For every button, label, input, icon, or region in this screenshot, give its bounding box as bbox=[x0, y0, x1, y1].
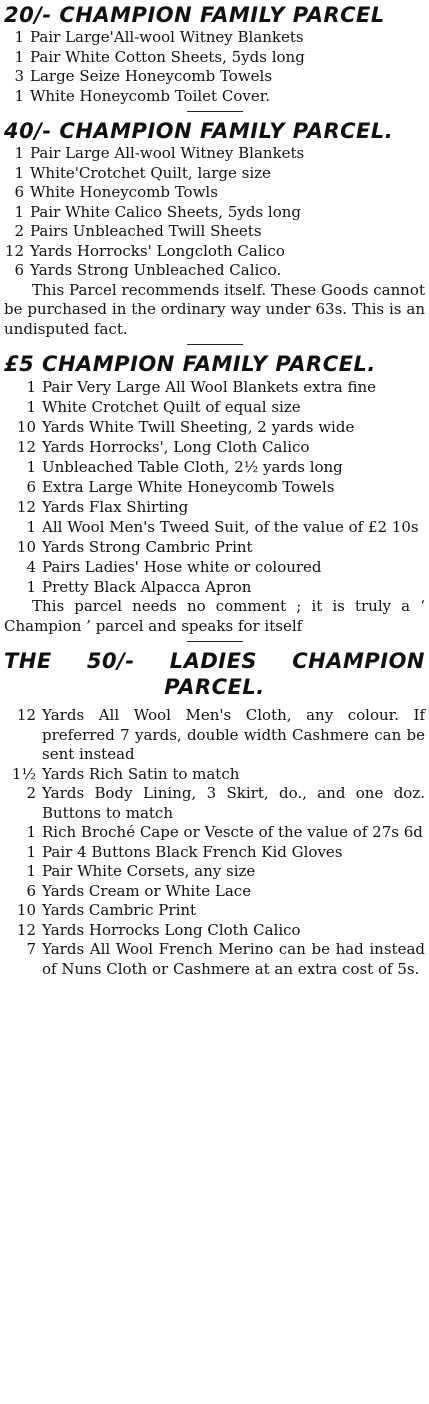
item-qty: 4 bbox=[26, 558, 36, 576]
item-qty: 1 bbox=[14, 28, 24, 46]
item-text: Yards Strong Unbleached Calico. bbox=[30, 261, 282, 279]
parcel-heading: £5 CHAMPION FAMILY PARCEL. bbox=[4, 352, 376, 376]
section-divider bbox=[187, 111, 243, 112]
list-item bbox=[4, 261, 425, 281]
list-item bbox=[4, 862, 425, 882]
parcel-20s bbox=[4, 2, 425, 106]
item-text: Yards Cream or White Lace bbox=[42, 881, 252, 900]
list-item bbox=[4, 517, 425, 537]
parcel-heading-line2: PARCEL. bbox=[164, 675, 265, 699]
item-text: Yards Horrocks' Longcloth Calico bbox=[30, 241, 285, 260]
parcel-heading: 40/- CHAMPION FAMILY PARCEL. bbox=[4, 119, 394, 143]
item-text: Yards Horrocks', Long Cloth Calico bbox=[42, 438, 310, 456]
list-item bbox=[4, 577, 425, 597]
list-item bbox=[4, 843, 425, 863]
item-text: Yards Body Lining, 3 Skirt, do., and one doz. Buttons to match bbox=[42, 784, 425, 822]
item-qty: 10 bbox=[16, 418, 36, 436]
list-item bbox=[4, 67, 425, 87]
list-item bbox=[4, 784, 425, 823]
item-qty: 6 bbox=[14, 261, 24, 279]
item-text: Pair White Cotton Sheets, 5yds long bbox=[30, 47, 305, 66]
list-item bbox=[4, 242, 425, 262]
list-item bbox=[4, 87, 425, 107]
item-qty: 12 bbox=[16, 498, 36, 516]
item-text: White Honeycomb Toilet Cover. bbox=[30, 86, 270, 105]
list-item bbox=[4, 222, 425, 242]
list-item bbox=[4, 477, 425, 497]
item-text: Yards Cambric Print bbox=[42, 901, 197, 919]
item-text: Yards All Wool French Merino can be had instead of Nuns Cloth or Cashmere at an extra cost of 5s. bbox=[42, 940, 425, 978]
item-text: Pair Very Large All Wool Blankets extra fine bbox=[42, 378, 377, 396]
list-item bbox=[4, 144, 425, 164]
item-text: Rich Broché Cape or Vescte of the value of 27s 6d bbox=[42, 823, 423, 841]
item-qty: 3 bbox=[14, 67, 24, 85]
list-item bbox=[4, 183, 425, 203]
item-qty: 1 bbox=[26, 842, 36, 861]
list-item bbox=[4, 940, 425, 979]
item-text: Yards Flax Shirting bbox=[42, 498, 189, 516]
list-item bbox=[4, 164, 425, 184]
item-text: White'Crotchet Quilt, large size bbox=[30, 163, 271, 182]
list-item bbox=[4, 765, 425, 785]
item-text: Extra Large White Honeycomb Towels bbox=[42, 478, 335, 496]
item-text: Yards Rich Satin to match bbox=[42, 764, 240, 783]
item-qty: 1 bbox=[14, 86, 24, 105]
item-qty: 1 bbox=[14, 47, 24, 66]
item-qty: 2 bbox=[26, 784, 36, 802]
list-item bbox=[4, 537, 425, 557]
list-item bbox=[4, 397, 425, 417]
item-qty: 6 bbox=[26, 881, 36, 900]
section-divider bbox=[187, 344, 243, 345]
item-text: All Wool Men's Tweed Suit, of the value of £2 10s bbox=[42, 518, 419, 536]
item-text: Pair White Corsets, any size bbox=[42, 862, 256, 880]
item-qty: 6 bbox=[26, 478, 36, 496]
item-qty: 10 bbox=[16, 538, 36, 556]
item-text: Unbleached Table Cloth, 2½ yards long bbox=[42, 458, 343, 476]
item-qty: 12 bbox=[16, 920, 36, 939]
parcel-5-pounds bbox=[4, 351, 425, 636]
item-text: Yards Horrocks Long Cloth Calico bbox=[42, 920, 301, 939]
list-item bbox=[4, 437, 425, 457]
item-qty: 2 bbox=[14, 222, 24, 240]
item-text: White Honeycomb Towls bbox=[30, 183, 218, 201]
section-divider bbox=[187, 641, 243, 642]
list-item bbox=[4, 457, 425, 477]
list-item bbox=[4, 28, 425, 48]
list-item bbox=[4, 417, 425, 437]
item-text: Yards Strong Cambric Print bbox=[42, 538, 253, 556]
parcel-note: This parcel needs no comment ; it is truly a ‘ Champion ’ parcel and speaks for itself bbox=[4, 597, 425, 635]
item-qty: 6 bbox=[14, 183, 24, 201]
item-qty: 1½ bbox=[11, 764, 36, 783]
list-item bbox=[4, 823, 425, 843]
item-text: Pair White Calico Sheets, 5yds long bbox=[30, 202, 301, 221]
item-text: Pretty Black Alpacca Apron bbox=[42, 578, 252, 596]
item-text: Yards All Wool Men's Cloth, any colour. If preferred 7 yards, double width Cashmere can be sent instead bbox=[42, 706, 425, 763]
item-text: Pair 4 Buttons Black French Kid Gloves bbox=[42, 842, 343, 861]
list-item bbox=[4, 497, 425, 517]
parcel-heading: THE 50/- LADIES CHAMPION bbox=[4, 649, 425, 673]
parcel-50s-ladies bbox=[4, 648, 425, 979]
item-qty: 1 bbox=[26, 458, 36, 476]
item-qty: 7 bbox=[26, 940, 36, 958]
list-item bbox=[4, 706, 425, 765]
list-item bbox=[4, 557, 425, 577]
item-text: Pairs Ladies' Hose white or coloured bbox=[42, 558, 322, 576]
item-text: Pair Large All-wool Witney Blankets bbox=[30, 144, 305, 162]
list-item bbox=[4, 882, 425, 902]
item-text: Pairs Unbleached Twill Sheets bbox=[30, 222, 262, 240]
item-qty: 1 bbox=[26, 378, 36, 396]
item-qty: 12 bbox=[16, 706, 36, 724]
item-text: Pair Large'All-wool Witney Blankets bbox=[30, 28, 304, 46]
item-qty: 12 bbox=[4, 241, 24, 260]
item-qty: 1 bbox=[14, 163, 24, 182]
item-qty: 1 bbox=[26, 862, 36, 880]
item-text: White Crotchet Quilt of equal size bbox=[42, 398, 301, 416]
item-qty: 1 bbox=[14, 144, 24, 162]
item-qty: 1 bbox=[26, 823, 36, 841]
item-text: Yards White Twill Sheeting, 2 yards wide bbox=[42, 418, 355, 436]
parcel-40s bbox=[4, 118, 425, 339]
list-item bbox=[4, 48, 425, 68]
parcel-heading: 20/- CHAMPION FAMILY PARCEL bbox=[4, 3, 385, 27]
list-item bbox=[4, 377, 425, 397]
item-qty: 1 bbox=[14, 202, 24, 221]
list-item bbox=[4, 901, 425, 921]
item-qty: 12 bbox=[16, 438, 36, 456]
list-item bbox=[4, 203, 425, 223]
item-qty: 10 bbox=[16, 901, 36, 919]
list-item bbox=[4, 921, 425, 941]
item-qty: 1 bbox=[26, 518, 36, 536]
item-text: Large Seize Honeycomb Towels bbox=[30, 67, 273, 85]
parcel-note: This Parcel recommends itself. These Goods cannot be purchased in the ordinary way under 63s. This is an undisputed fact. bbox=[4, 280, 425, 338]
item-qty: 1 bbox=[26, 578, 36, 596]
item-qty: 1 bbox=[26, 398, 36, 416]
